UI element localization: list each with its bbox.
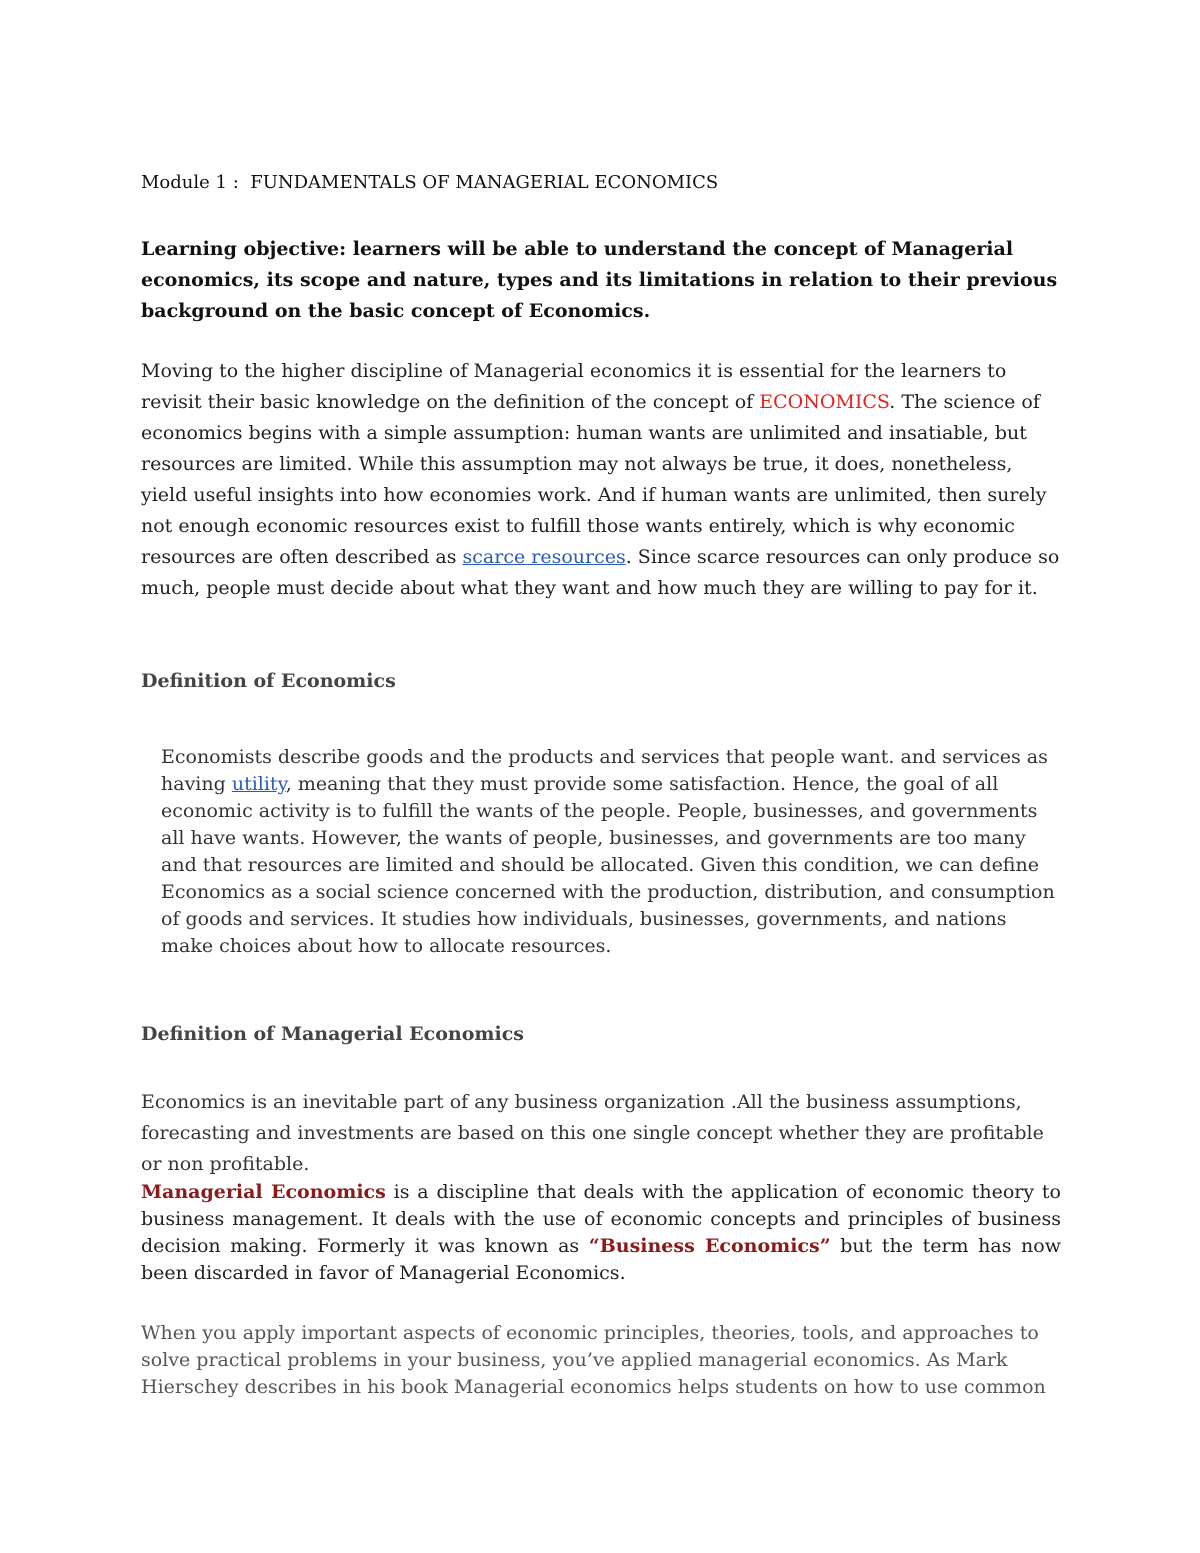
managerial-def-text-1: is a discipline that deals with the application of economic theory to business management. It deals with the use of economic concepts and principles of business decision making. Formerly it was known as	[141, 1181, 1061, 1257]
economics-highlight: ECONOMICS	[759, 391, 890, 413]
managerial-definition-paragraph	[141, 1179, 1061, 1287]
module-title	[141, 172, 1061, 193]
module-prefix: Module 1 :	[141, 172, 239, 193]
economics-definition-paragraph	[161, 744, 1061, 960]
utility-link[interactable]: utility	[231, 773, 286, 795]
managerial-economics-term: Managerial Economics	[141, 1181, 386, 1203]
intro-text-1: Moving to the higher discipline of Managerial economics it is essential for the learners to revisit their basic knowledge on the definition of the concept of	[141, 360, 1007, 413]
econ-def-text-1: Economists describe goods and the products and services that people want. and services as having	[161, 746, 1048, 795]
module-title-text: FUNDAMENTALS OF MANAGERIAL ECONOMICS	[250, 172, 719, 193]
definition-managerial-heading: Definition of Managerial Economics	[141, 1023, 524, 1045]
scarce-resources-link[interactable]: scarce resources	[462, 546, 626, 568]
application-paragraph: When you apply important aspects of economic principles, theories, tools, and approaches to solve practical problems in your business, you’ve applied managerial economics. As Mark Hierschey describes in his book Managerial economics helps students on how to use common	[141, 1322, 1046, 1398]
intro-text-2: . The science of economics begins with a simple assumption: human wants are unlimited and insatiable, but resources are limited. While this assumption may not always be true, it does, nonetheless, yield useful insights into how economies work. And if human wants are unlimited, then surely not enough economic resources exist to fulfill those wants entirely, which is why economic resources are often described as	[141, 391, 1047, 568]
managerial-intro-paragraph: Economics is an inevitable part of any business organization .All the business assumptions, forecasting and investments are based on this one single concept whether they are profitable or non profitable.	[141, 1091, 1044, 1175]
managerial-def-text-2: but the term has now been discarded in favor of Managerial Economics.	[141, 1235, 1061, 1284]
intro-text-3: . Since scarce resources can only produce so much, people must decide about what they want and how much they are willing to pay for it.	[141, 546, 1060, 599]
econ-def-text-2: , meaning that they must provide some satisfaction. Hence, the goal of all economic activity is to fulfill the wants of the people. People, businesses, and governments all have wants. However, the wants of people, businesses, and governments are too many and that resources are limited and should be allocated. Given this condition, we can define Economics as a social science concerned with the production, distribution, and consumption of goods and services. It studies how individuals, businesses, governments, and nations make choices about how to allocate resources.	[161, 773, 1055, 957]
learning-objective: Learning objective: learners will be able to understand the concept of Managerial economics, its scope and nature, types and its limitations in relation to their previous background on the basic concept of Economics.	[141, 238, 1058, 322]
business-economics-term: “Business Economics”	[588, 1235, 831, 1257]
intro-paragraph	[141, 356, 1061, 604]
definition-economics-heading: Definition of Economics	[141, 670, 396, 692]
